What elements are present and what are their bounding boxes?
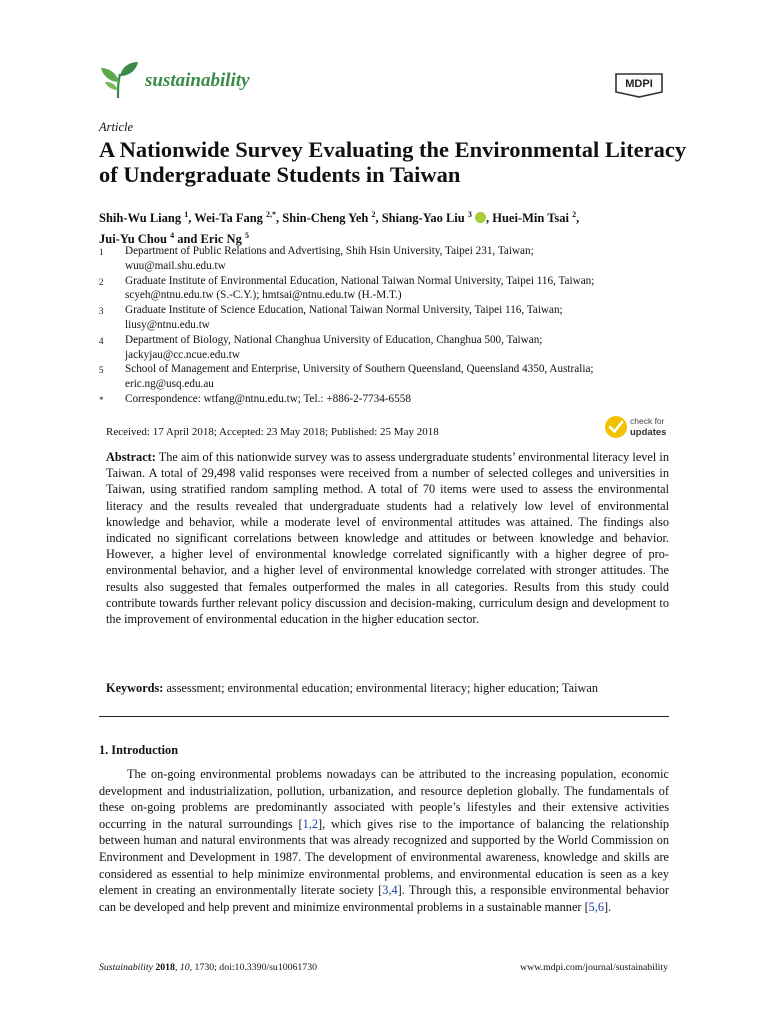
- received-dates: Received: 17 April 2018; Accepted: 23 May 2018; Published: 25 May 2018: [106, 426, 439, 438]
- footer-citation: Sustainability 2018, 10, 1730; doi:10.3390/su10061730: [99, 962, 318, 973]
- keywords-text: assessment; environmental education; environmental literacy; higher education; Taiwan: [166, 681, 599, 695]
- abstract-label: Abstract:: [106, 450, 156, 464]
- abstract-text: The aim of this nationwide survey was to assess undergraduate students’ environmental literacy level in Taiwan. A total of 29,498 valid responses were received from a number of selected colleges and universities in Taiwan, using stratified random sampling method. A total of 70 items were used to assess the environmental literacy and the results revealed that undergraduate students had a relatively low level of environmental knowledge and behavior, while a moderate level of environmental attitudes was attained. The findings also indicated no significant correlations between knowledge and attitudes or between knowledge and behavior. However, a higher level of environmental knowledge correlated significantly with a higher degree of pro-environmental behavior, and a higher level of environmental knowledge correlated with stronger attitudes. The results also suggested that females outperformed the males in all categories. Results from this study could contribute towards further relevant policy discussion and decision-making, curriculum design and development to the improvement of environmental education in the higher education sector.: [106, 450, 669, 627]
- author-name: Wei-Ta Fang: [194, 211, 263, 226]
- author-and: and: [177, 232, 198, 247]
- footer-journal: Sustainability: [99, 962, 153, 973]
- affiliations: [99, 244, 679, 408]
- introduction-heading: 1. Introduction: [99, 743, 179, 757]
- author-name: Shin-Cheng Yeh: [282, 211, 369, 226]
- intro-text: ]. Through this, a responsible environmental behavior can be developed and help prevent and minimize environmental problems in a sustainable manner [: [99, 883, 669, 914]
- affiliation-number: 3: [99, 306, 104, 317]
- affiliation-text: Department of Biology, National Changhua University of Education, Changhua 500, Taiwan;: [125, 333, 543, 346]
- leaf-logo-icon: [98, 60, 140, 100]
- intro-text: ].: [604, 899, 612, 914]
- check-for-text: check for: [630, 416, 665, 426]
- journal-name: sustainability: [145, 70, 250, 91]
- affiliation-text: Graduate Institute of Science Education, National Taiwan Normal University, Taipei 116, Taiwan;: [125, 304, 563, 317]
- affiliation-number: *: [99, 394, 104, 405]
- affiliation-email: jackyjau@cc.ncue.edu.tw: [125, 348, 240, 361]
- affiliation-number: 5: [99, 365, 104, 376]
- mdpi-logo: [612, 70, 666, 98]
- footer-volume: 10: [179, 962, 190, 973]
- affiliation-number: 2: [99, 276, 104, 287]
- updates-text: updates: [630, 427, 667, 438]
- author-line-1: Shih-Wu Liang $^1$, Wei-Ta Fang $^{2,*}$, Shin-Cheng Yeh $^2$, Shiang-Yao Liu $^3$ , Huei-Min Tsai $^2$,: [99, 210, 580, 226]
- affiliation-text: Graduate Institute of Environmental Education, National Taiwan Normal University, Taipei 116, Taiwan;: [125, 274, 595, 287]
- affiliation-number: 4: [99, 335, 104, 346]
- affiliation-email: wuu@mail.shu.edu.tw: [125, 259, 226, 272]
- author-affil: 3: [467, 210, 472, 219]
- citation-link[interactable]: 1,2: [302, 816, 319, 831]
- correspondence-text: Correspondence: wtfang@ntnu.edu.tw; Tel.: +886-2-7734-6558: [125, 392, 411, 405]
- footer-doi: , 1730; doi:10.3390/su10061730: [189, 962, 318, 973]
- check-for-updates-badge[interactable]: [604, 413, 674, 441]
- author-affil: 2: [371, 210, 376, 219]
- author-name: Eric Ng: [200, 232, 242, 247]
- author-affil: 2: [572, 210, 577, 219]
- affiliation-item: [99, 274, 679, 304]
- affiliation-number: 1: [99, 247, 104, 257]
- mdpi-logo-text: MDPI: [625, 78, 653, 90]
- affiliation-email: scyeh@ntnu.edu.tw (S.-C.Y.); hmtsai@ntnu.edu.tw (H.-M.T.): [125, 289, 402, 302]
- footer-url[interactable]: www.mdpi.com/journal/sustainability: [520, 962, 668, 973]
- intro-text: ], which gives rise to the importance of balancing the relationship between human and natural environments that was already recognized and supported by the World Commission on Environment and Development in 1987. The development of environmental awareness, knowledge and skills are considered as essential to help minimize environmental problems, and environmental education is seen as a key element in creating an environmentally literate society [: [99, 816, 670, 898]
- author-name: Shih-Wu Liang: [99, 211, 182, 226]
- citation-link[interactable]: 3,4: [382, 883, 398, 898]
- introduction-paragraph: [99, 766, 669, 915]
- section-divider: [99, 716, 669, 717]
- affiliation-text: School of Management and Enterprise, University of Southern Queensland, Queensland 4350, Australia;: [125, 363, 594, 376]
- author-affil: 1: [184, 210, 189, 219]
- affiliation-email: eric.ng@usq.edu.au: [125, 378, 214, 391]
- orcid-icon[interactable]: [475, 212, 486, 223]
- author-list: [99, 206, 679, 248]
- footer-year: 2018: [155, 962, 175, 973]
- author-affil: 4: [170, 231, 175, 241]
- citation-link[interactable]: 5,6: [588, 899, 605, 914]
- author-affil: 2,*: [266, 210, 277, 219]
- affiliation-email: liusy@ntnu.edu.tw: [125, 318, 210, 331]
- author-name: Jui-Yu Chou: [99, 232, 167, 247]
- page-title: A Nationwide Survey Evaluating the Environmental Literacy of Undergraduate Students in Taiwan: [99, 137, 687, 187]
- keywords: [106, 681, 676, 696]
- affiliation-item: [99, 244, 679, 274]
- author-name: Huei-Min Tsai: [492, 211, 569, 226]
- affiliation-item: [99, 333, 679, 363]
- article-type: Article: [99, 120, 134, 134]
- affiliation-text: Department of Public Relations and Advertising, Shih Hsin University, Taipei 231, Taiwan;: [125, 245, 534, 257]
- affiliation-item: [99, 362, 679, 392]
- keywords-label: Keywords:: [106, 681, 164, 695]
- abstract: [106, 449, 669, 627]
- intro-text: The on-going environmental problems nowadays can be attributed to the increasing population, economic development and industrialization, pollution, urbanization, and resource depletion globally. The fundamentals of these on-going problems are predominantly associated with people’s lifestyles and their extensive activities occurring in the natural surroundings [: [99, 767, 669, 831]
- correspondence-item: [99, 392, 679, 408]
- author-affil: 5: [244, 231, 249, 241]
- author-name: Shiang-Yao Liu: [381, 211, 465, 226]
- affiliation-item: [99, 303, 679, 333]
